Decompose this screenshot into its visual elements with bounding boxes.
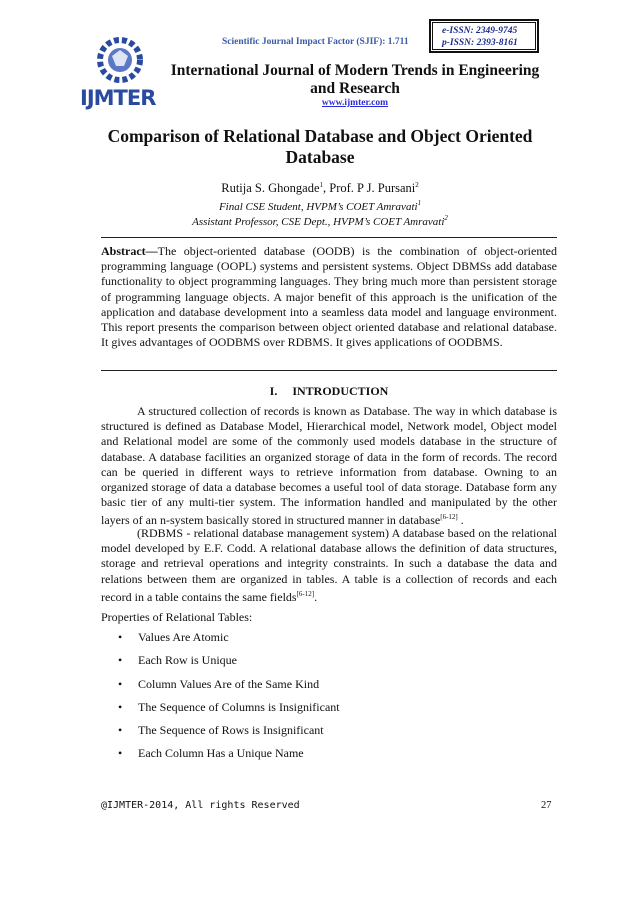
intro-paragraph-1-text: A structured collection of records is known as Database. The way in which database is structured is defined as Database Model, Hierarchical model, Network model, Object model and Relational model are some of the commonly used models database in the structure of database. A database facilities an organized storage of data in the form of records. The record can be queried in different ways to retrieve information from database. Owning to an organized storage of data a database becomes a useful tool of data storage. Database form any basic tier of any multi-tier system. The information handled and manipulated by the other layers of an n-system basically stored in structured manner in database — [101, 404, 557, 528]
intro-paragraph-2-end: . — [314, 589, 318, 604]
list-item: • The Sequence of Rows is Insignificant — [118, 723, 340, 746]
sjif-impact-factor: Scientific Journal Impact Factor (SJIF): 1.711 — [222, 37, 409, 47]
issn-box — [429, 19, 539, 53]
citation-2: [6-12] — [296, 589, 315, 598]
author-1: Rutija S. Ghongade — [221, 181, 320, 195]
title-line1: Comparison of Relational Database and Object Oriented — [107, 126, 533, 146]
abstract-label: Abstract— — [101, 244, 158, 258]
intro-paragraph-1 — [101, 404, 557, 529]
authors — [100, 181, 540, 196]
list-item: • The Sequence of Columns is Insignificant — [118, 700, 340, 723]
affiliation-2 — [100, 214, 540, 228]
list-item: • Values Are Atomic — [118, 630, 340, 653]
author-sep: , — [323, 181, 330, 195]
author-2-sup: 2 — [415, 181, 419, 189]
journal-name-line2: and Research — [310, 80, 400, 97]
affiliation-2-text: Assistant Professor, CSE Dept., HVPM’s COET Amravati — [192, 216, 445, 228]
section-title: INTRODUCTION — [292, 384, 389, 398]
affiliation-1-text: Final CSE Student, HVPM’s COET Amravati — [218, 201, 418, 213]
intro-paragraph-2 — [101, 526, 557, 605]
intro-paragraph-1-end: . — [457, 513, 464, 528]
author-2: Prof. P J. Pursani — [329, 181, 416, 195]
pissn: p-ISSN: 2393-8161 — [442, 38, 518, 48]
citation-1: [6-12] — [440, 513, 458, 522]
abstract-bottom-rule — [101, 370, 557, 371]
affiliation-2-sup: 2 — [444, 214, 448, 222]
logo-text: IJMTER — [80, 86, 156, 110]
intro-paragraph-2-text: (RDBMS - relational database management system) A database based on the relational model developed by E.F. Codd. A relational database allows the definition of data structures, storage and retrieval operations and integrity constraints. In such a database the data and relations between them are organized in tables. A table is a collection of records and each record in a table contains the same fields — [101, 526, 557, 604]
author-1-sup: 1 — [319, 181, 323, 189]
abstract-top-rule — [101, 237, 557, 238]
journal-name — [150, 62, 560, 98]
section-heading — [101, 384, 557, 399]
journal-logo — [80, 22, 158, 110]
affiliation-1 — [100, 199, 540, 213]
eissn: e-ISSN: 2349-9745 — [442, 26, 518, 36]
affiliation-1-sup: 1 — [417, 199, 422, 207]
properties-list — [118, 630, 340, 770]
abstract-text: The object-oriented database (OODB) is the combination of object-oriented programming language (OOPL) systems and persistent systems. Object DBMSs add database functionality to object programming languages. They bring much more than persistent storage of programming language objects. A major benefit of this approach is the unification of the application and database development into a seamless data model and language environment. This report presents the comparison between object oriented database and relational database. It gives advantages of OODBMS over RDBMS. It gives applications of OODBMS. — [101, 244, 557, 350]
list-item: • Each Row is Unique — [118, 653, 340, 676]
list-item: • Column Values Are of the Same Kind — [118, 677, 340, 700]
journal-url-link[interactable]: www.ijmter.com — [321, 98, 389, 108]
abstract — [101, 244, 557, 350]
paper-title — [100, 126, 540, 168]
copyright: @IJMTER-2014, All rights Reserved — [101, 800, 300, 811]
journal-name-line1: International Journal of Modern Trends in Engineering — [170, 62, 540, 79]
page-number: 27 — [541, 800, 552, 811]
properties-label: Properties of Relational Tables: — [101, 610, 253, 624]
title-line2: Database — [285, 147, 355, 167]
list-item: • Each Column Has a Unique Name — [118, 746, 340, 769]
section-number: I. — [269, 384, 278, 398]
